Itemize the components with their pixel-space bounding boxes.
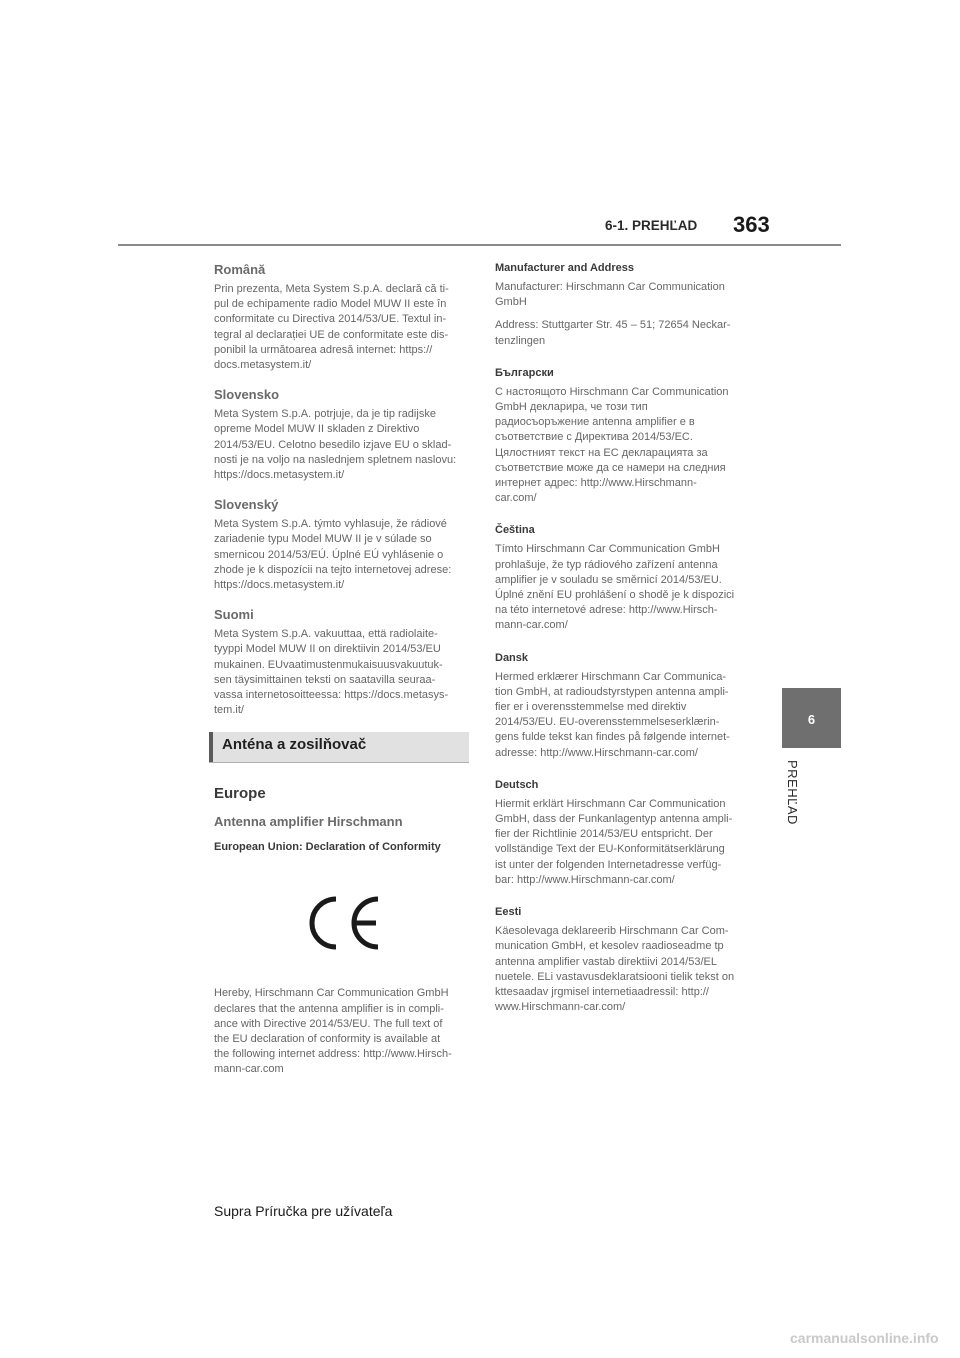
text-german: Hiermit erklärt Hirschmann Car Communication GmbH, dass der Funkanlagentyp antenna ampli- fier der Richtlinie 2014/53/EU entspricht. Der vollständige Text der EU-Konformitätserklärung ist unter der folgenden Internetadresse verfüg- bar: http://www.Hirschmann-car.com/: [495, 797, 733, 886]
text-estonian: Käesolevaga deklareerib Hirschmann Car Com- munication GmbH, et kesolev raadioseadme tp antenna amplifier vastab direktiivi 2014/53/EL nuetele. ELi vastavusdeklaratsiooni tielik tekst on kttesaadav jrgmisel internetiaadressil: http:// www.Hirschmann-car.com/: [495, 925, 735, 1014]
section-title: 6-1. PREHĽAD: [605, 218, 698, 233]
ce-mark-icon: [302, 893, 382, 953]
heading-eu-declaration: European Union: Declaration of Conformity: [214, 841, 441, 854]
heading-slovensko: Slovensko: [214, 387, 280, 403]
heading-estonian: Eesti: [495, 906, 522, 919]
heading-czech: Čeština: [495, 524, 535, 537]
heading-suomi: Suomi: [214, 607, 254, 623]
text-slovensko: Meta System S.p.A. potrjuje, da je tip radijske opreme Model MUW II skladen z Direktivo 2014/53/EU. Celotno besedilo izjave EU o sklad- nosti je na voljo na naslednjem spletnem naslovu: https://docs.metasystem.it/: [214, 408, 457, 482]
left-column: [214, 262, 470, 1092]
section-banner: [209, 732, 469, 763]
header-divider: [118, 244, 841, 246]
right-column: [495, 262, 751, 1029]
heading-danish: Dansk: [495, 651, 529, 664]
ce-mark-area: [214, 863, 470, 968]
heading-manufacturer: Manufacturer and Address: [495, 262, 634, 274]
text-hereby: Hereby, Hirschmann Car Communication GmbH declares that the antenna amplifier is in compli- ance with Directive 2014/53/EU. The full text of the EU declaration of conformity is available at the following internet address: http://www.Hirsch- mann-car.com: [214, 987, 452, 1076]
chapter-number: 6: [807, 712, 816, 727]
heading-german: Deutsch: [495, 778, 539, 791]
chapter-label: PREHĽAD: [785, 760, 800, 825]
text-slovensky: Meta System S.p.A. týmto vyhlasuje, že rádiové zariadenie typu Model MUW II je v súlade so smernicou 2014/53/EÚ. Úplné EÚ vyhlásenie o zhode je k dispozícii na tejto internetovej adrese: https://docs.metasystem.it/: [214, 518, 452, 592]
text-manufacturer: Manufacturer: Hirschmann Car Communication GmbH: [495, 281, 725, 309]
page-number: 363: [733, 212, 770, 237]
text-romana: Prin prezenta, Meta System S.p.A. declară că ti- pul de echipamente radio Model MUW II este în conformitate cu Directiva 2014/53/UE. Textul in- tegral al declarației UE de conformitate este dis- ponibil la următoarea adresă internet: https:// docs.metasystem.it/: [214, 283, 449, 372]
text-address: Address: Stuttgarter Str. 45 – 51; 72654 Neckar- tenzlingen: [495, 319, 731, 347]
heading-bulgarian: Български: [495, 366, 554, 379]
text-czech: Tímto Hirschmann Car Communication GmbH prohlašuje, že typ rádiového zařízení antenna amplifier je v souladu se směrnicí 2014/53/EU. Úplné znění EU prohlášení o shodě je k dispozici na této internetové adrese: http://www.Hirsch- mann-car.com/: [495, 543, 735, 632]
banner-accent: [209, 732, 213, 762]
heading-romana: Română: [214, 262, 266, 277]
heading-antenna-amplifier: Antenna amplifier Hirschmann: [214, 814, 403, 830]
banner-title: Anténa a zosilňovač: [222, 736, 367, 754]
footer-manual-title: Supra Príručka pre užívateľa: [214, 1203, 393, 1219]
heading-europe: Europe: [214, 785, 266, 803]
text-bulgarian: С настоящото Hirschmann Car Communication GmbH декларира, че този тип радиосъоръжение antenna amplifier е в съответствие с Директива 2014/53/ЕС. Цялостният текст на ЕС декларацията за съответствие може да се намери на следния интернет адрес: http://www.Hirschmann- car.com/: [495, 385, 729, 505]
text-danish: Hermed erklærer Hirschmann Car Communica- tion GmbH, at radioudstyrstypen antenna ampli- fier er i overensstemmelse med direktiv 2014/53/EU. EU-overensstemmelseserklærin- gens fulde tekst kan findes på følgende internet- adresse: http://www.Hirschmann-car.com/: [495, 670, 730, 759]
watermark: carmanualsonline.info: [790, 1330, 939, 1346]
heading-slovensky: Slovenský: [214, 497, 279, 513]
text-suomi: Meta System S.p.A. vakuuttaa, että radiolaite- tyyppi Model MUW II on direktiivin 2014/53/EU mukainen. EUvaatimustenmukaisuusvakuutuk- sen täysimittainen teksti on saatavilla seuraa- vassa internetosoitteessa: https://docs.metasys- tem.it/: [214, 628, 449, 717]
